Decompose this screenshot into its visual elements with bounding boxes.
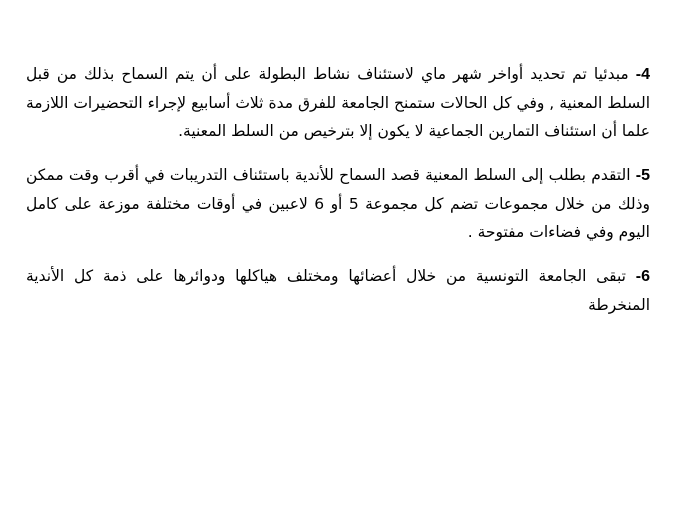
paragraph-5 xyxy=(26,161,650,246)
paragraph-text: تبقى الجامعة التونسية من خلال أعضائها ومختلف هياكلها ودوائرها على ذمة كل الأندية المنخرطة xyxy=(26,267,650,314)
paragraph-number: 6- xyxy=(635,268,650,285)
paragraph-text: التقدم بطلب إلى السلط المعنية قصد السماح للأندية باستئناف التدريبات في أقرب وقت ممكن وذلك من خلال مجموعات تضم كل مجموعة 5 أو 6 لاعبين في أوقات مختلفة موزعة على كامل اليوم وفي فضاءات مفتوحة . xyxy=(26,166,651,241)
paragraph-6 xyxy=(26,262,650,319)
document-body xyxy=(26,60,650,335)
paragraph-text: مبدئيا تم تحديد أواخر شهر ماي لاستئناف نشاط البطولة على أن يتم السماح بذلك من قبل السلط المعنية , وفي كل الحالات ستمنح الجامعة للفرق مدة ثلاث أسابيع لإجراء التحضيرات اللازمة علما أن استئناف التمارين الجماعية لا يكون إلا بترخيص من السلط المعنية. xyxy=(26,65,650,140)
paragraph-number: 5- xyxy=(635,167,650,184)
paragraph-number: 4- xyxy=(635,66,651,83)
paragraph-4 xyxy=(26,60,650,145)
